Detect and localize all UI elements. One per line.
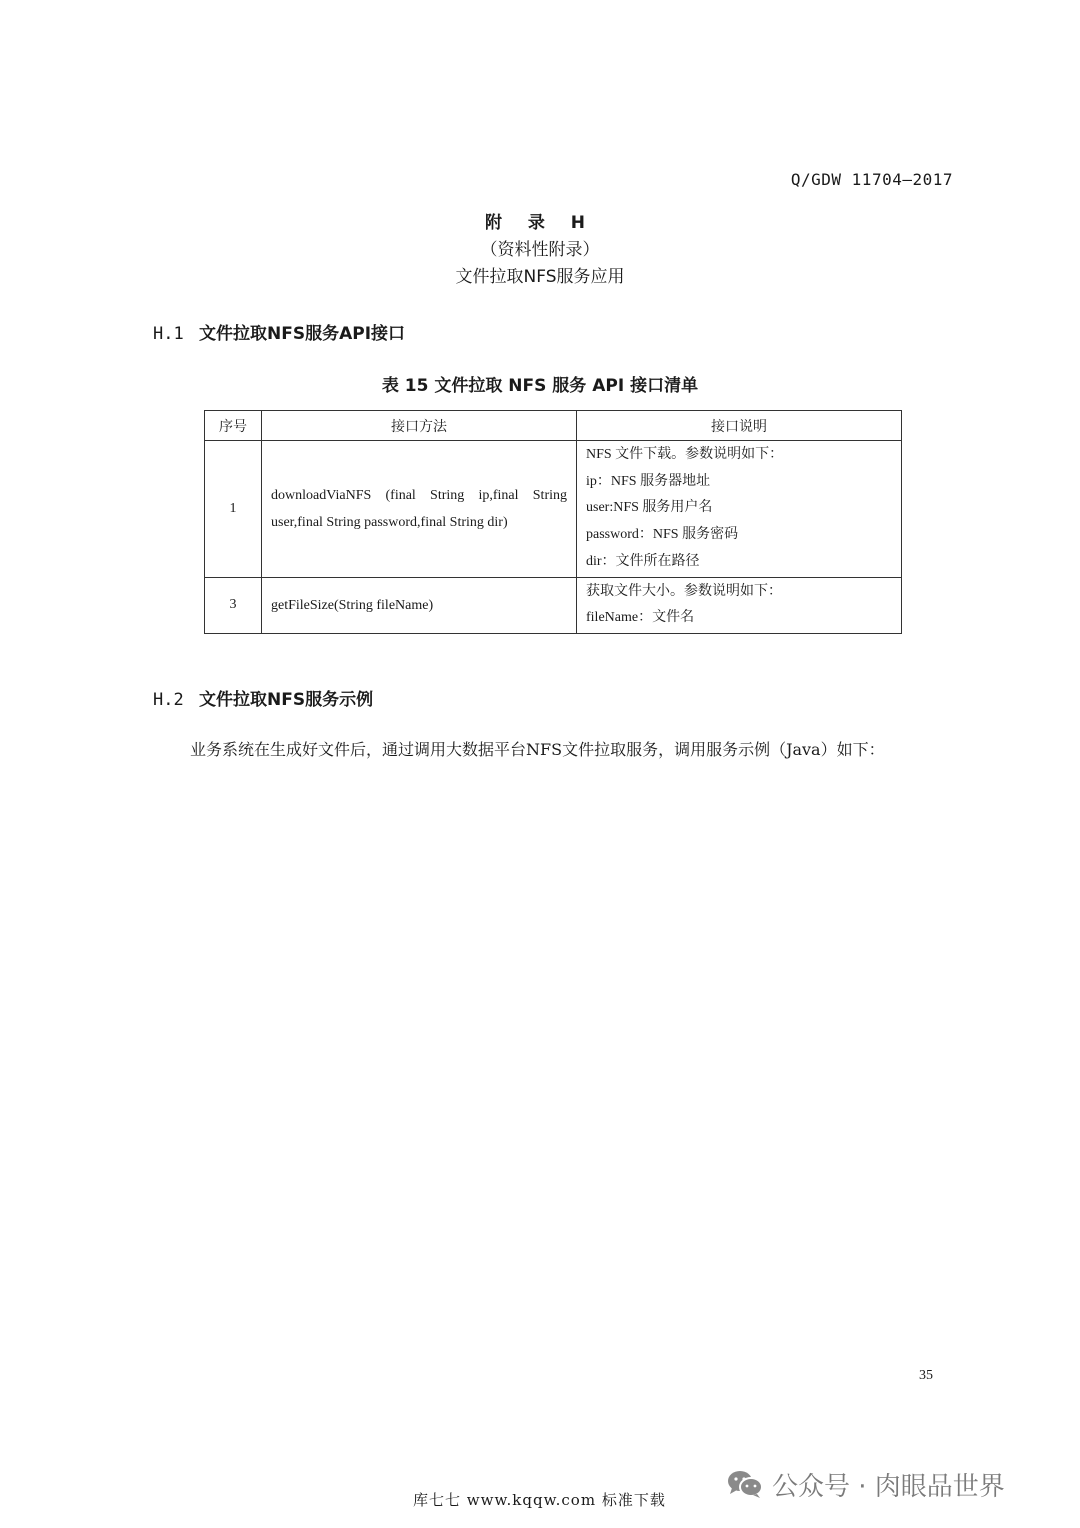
header-method: 接口方法	[262, 411, 577, 441]
desc-line: user:NFS 服务用户名	[586, 500, 713, 516]
row-method: downloadViaNFS (final String ip,final String user,final String password,final String dir)	[262, 441, 577, 578]
desc-line: fileName：文件名	[586, 610, 695, 626]
table-header-row	[205, 411, 902, 441]
watermark	[726, 1466, 1005, 1502]
row-no: 1	[205, 441, 262, 578]
desc-line: ip：NFS 服务器地址	[586, 473, 711, 489]
api-table	[204, 410, 902, 634]
standard-code: Q/GDW 11704—2017	[790, 170, 953, 189]
watermark-text: 公众号 · 肉眼品世界	[772, 1471, 1005, 1502]
appendix-title: 附 录 H	[484, 213, 596, 233]
row-no: 3	[205, 577, 262, 633]
table-row	[205, 577, 902, 633]
section-h1-number: H.1	[153, 324, 184, 344]
row-desc	[577, 441, 902, 578]
row-desc	[577, 577, 902, 633]
header-no: 序号	[205, 411, 262, 441]
appendix-type: （资料性附录）	[480, 240, 600, 260]
header-desc: 接口说明	[577, 411, 902, 441]
section-h2-heading	[153, 685, 373, 710]
section-h2-title: 文件拉取NFS服务示例	[199, 690, 374, 710]
desc-line: password：NFS 服务密码	[586, 527, 739, 543]
appendix-name: 文件拉取NFS服务应用	[455, 267, 625, 287]
table-caption: 表 15 文件拉取 NFS 服务 API 接口清单	[381, 376, 699, 396]
section-h1-heading	[153, 319, 405, 344]
footer-download-text: 库七七 www.kqqw.com 标准下载	[413, 1491, 666, 1509]
desc-line: NFS 文件下载。参数说明如下：	[586, 447, 784, 462]
section-h2-number: H.2	[153, 690, 184, 710]
section-h1-title: 文件拉取NFS服务API接口	[199, 324, 406, 344]
row-method: getFileSize(String fileName)	[262, 577, 577, 633]
desc-line: 获取文件大小。参数说明如下：	[586, 583, 782, 599]
table-row	[205, 441, 902, 578]
desc-line: dir：文件所在路径	[586, 553, 700, 569]
page-number: 35	[919, 1368, 933, 1383]
body-paragraph: 业务系统在生成好文件后，通过调用大数据平台NFS文件拉取服务，调用服务示例（Java）如下：	[190, 740, 885, 759]
wechat-icon	[726, 1469, 764, 1499]
appendix-heading	[0, 210, 1080, 291]
